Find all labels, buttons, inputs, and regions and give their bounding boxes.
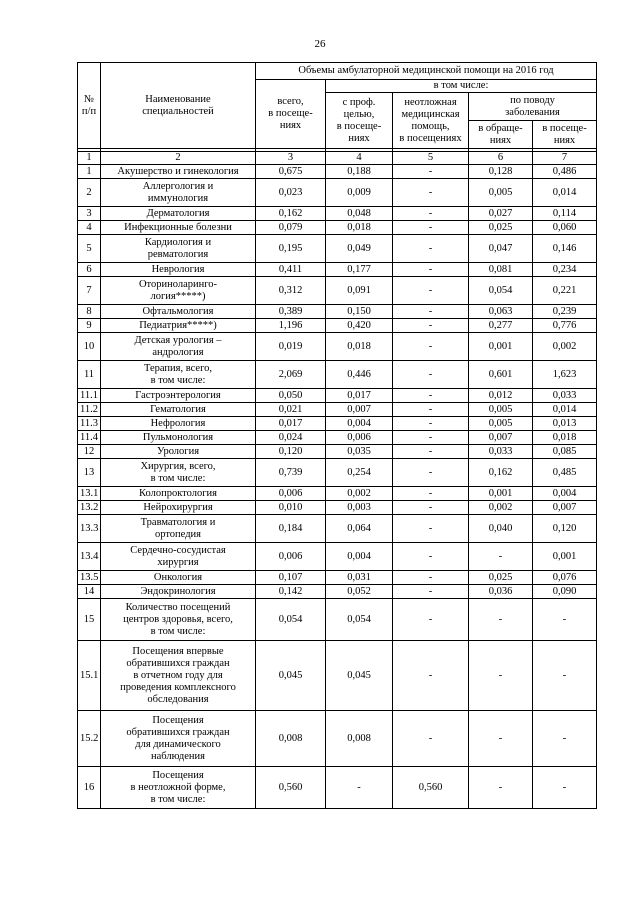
cell-appeal: 0,001 (469, 333, 533, 361)
cell-no: 1 (78, 165, 101, 179)
table-row (78, 599, 597, 641)
cell-visits: 0,002 (533, 333, 597, 361)
cell-prof: 0,052 (326, 585, 393, 599)
header-row-number: № п/п (78, 63, 101, 149)
table-row (78, 571, 597, 585)
cell-total: 0,019 (256, 333, 326, 361)
page-number: 26 (314, 38, 326, 50)
cell-urgent: - (393, 459, 469, 487)
cell-urgent: - (393, 543, 469, 571)
cell-prof: 0,064 (326, 515, 393, 543)
cell-no: 13.3 (78, 515, 101, 543)
cell-name: Количество посещений центров здоровья, всего, в том числе: (101, 599, 256, 641)
cell-appeal: 0,081 (469, 263, 533, 277)
cell-no: 15.2 (78, 711, 101, 767)
cell-total: 0,024 (256, 431, 326, 445)
cell-urgent: - (393, 221, 469, 235)
cell-visits: 0,120 (533, 515, 597, 543)
cell-prof: 0,045 (326, 641, 393, 711)
header-visits: в посеще- ниях (533, 121, 597, 149)
cell-visits: 0,018 (533, 431, 597, 445)
cell-name: Эндокринология (101, 585, 256, 599)
cell-total: 2,069 (256, 361, 326, 389)
cell-appeal: 0,040 (469, 515, 533, 543)
cell-prof: 0,018 (326, 333, 393, 361)
cell-appeal: 0,012 (469, 389, 533, 403)
cell-visits: 0,114 (533, 207, 597, 221)
cell-total: 0,017 (256, 417, 326, 431)
cell-no: 8 (78, 305, 101, 319)
column-number: 7 (533, 152, 597, 165)
column-number: 2 (101, 152, 256, 165)
table-row (78, 445, 597, 459)
table-row (78, 179, 597, 207)
cell-appeal: 0,027 (469, 207, 533, 221)
cell-visits: - (533, 767, 597, 809)
cell-no: 13.2 (78, 501, 101, 515)
cell-prof: 0,254 (326, 459, 393, 487)
table-row (78, 501, 597, 515)
cell-prof: 0,017 (326, 389, 393, 403)
cell-urgent: - (393, 711, 469, 767)
table-row (78, 459, 597, 487)
cell-appeal: - (469, 599, 533, 641)
cell-no: 13.5 (78, 571, 101, 585)
cell-visits: 0,033 (533, 389, 597, 403)
cell-urgent: - (393, 487, 469, 501)
cell-no: 10 (78, 333, 101, 361)
table-row (78, 403, 597, 417)
cell-prof: 0,002 (326, 487, 393, 501)
cell-visits: 0,085 (533, 445, 597, 459)
column-number: 3 (256, 152, 326, 165)
cell-total: 0,054 (256, 599, 326, 641)
cell-appeal: 0,162 (469, 459, 533, 487)
cell-prof: 0,049 (326, 235, 393, 263)
cell-prof: 0,007 (326, 403, 393, 417)
column-number: 4 (326, 152, 393, 165)
cell-total: 1,196 (256, 319, 326, 333)
cell-appeal: - (469, 641, 533, 711)
cell-name: Кардиология и ревматология (101, 235, 256, 263)
cell-name: Неврология (101, 263, 256, 277)
cell-prof: 0,009 (326, 179, 393, 207)
header-disease: по поводу заболевания (469, 93, 597, 121)
cell-total: 0,195 (256, 235, 326, 263)
cell-prof: 0,054 (326, 599, 393, 641)
cell-no: 7 (78, 277, 101, 305)
cell-appeal: 0,005 (469, 417, 533, 431)
cell-prof: 0,446 (326, 361, 393, 389)
cell-name: Нефрология (101, 417, 256, 431)
cell-total: 0,023 (256, 179, 326, 207)
table-row (78, 361, 597, 389)
table-row (78, 389, 597, 403)
column-number: 1 (78, 152, 101, 165)
cell-no: 5 (78, 235, 101, 263)
cell-visits: 0,007 (533, 501, 597, 515)
cell-urgent: - (393, 571, 469, 585)
column-number: 6 (469, 152, 533, 165)
table-row (78, 165, 597, 179)
table-row (78, 319, 597, 333)
cell-no: 11 (78, 361, 101, 389)
cell-urgent: - (393, 165, 469, 179)
header-appeals: в обраще- ниях (469, 121, 533, 149)
table-row (78, 333, 597, 361)
cell-no: 3 (78, 207, 101, 221)
cell-urgent: - (393, 277, 469, 305)
cell-name: Хирургия, всего, в том числе: (101, 459, 256, 487)
cell-appeal: 0,277 (469, 319, 533, 333)
cell-name: Посещения обратившихся граждан для динамического наблюдения (101, 711, 256, 767)
cell-no: 14 (78, 585, 101, 599)
cell-prof: 0,048 (326, 207, 393, 221)
cell-appeal: 0,128 (469, 165, 533, 179)
cell-name: Офтальмология (101, 305, 256, 319)
cell-appeal: - (469, 711, 533, 767)
column-number: 5 (393, 152, 469, 165)
cell-appeal: 0,036 (469, 585, 533, 599)
column-numbers-row (78, 152, 597, 165)
cell-name: Пульмонология (101, 431, 256, 445)
cell-no: 11.4 (78, 431, 101, 445)
cell-visits: 1,623 (533, 361, 597, 389)
cell-visits: 0,014 (533, 179, 597, 207)
cell-name: Нейрохирургия (101, 501, 256, 515)
ambulatory-volume-table (77, 62, 597, 809)
cell-no: 4 (78, 221, 101, 235)
cell-prof: 0,091 (326, 277, 393, 305)
cell-urgent: - (393, 501, 469, 515)
cell-visits: - (533, 641, 597, 711)
cell-urgent: - (393, 585, 469, 599)
cell-name: Посещения в неотложной форме, в том числе: (101, 767, 256, 809)
cell-visits: - (533, 599, 597, 641)
cell-prof: 0,035 (326, 445, 393, 459)
cell-name: Урология (101, 445, 256, 459)
cell-no: 11.2 (78, 403, 101, 417)
cell-total: 0,411 (256, 263, 326, 277)
cell-appeal: 0,001 (469, 487, 533, 501)
cell-appeal: - (469, 543, 533, 571)
cell-urgent: - (393, 515, 469, 543)
table-row (78, 711, 597, 767)
cell-no: 13 (78, 459, 101, 487)
cell-no: 15.1 (78, 641, 101, 711)
cell-name: Акушерство и гинекология (101, 165, 256, 179)
header-main-title: Объемы амбулаторной медицинской помощи на 2016 год (256, 63, 597, 80)
cell-urgent: - (393, 641, 469, 711)
cell-urgent: - (393, 207, 469, 221)
cell-total: 0,050 (256, 389, 326, 403)
cell-prof: 0,008 (326, 711, 393, 767)
cell-total: 0,079 (256, 221, 326, 235)
table-row (78, 641, 597, 711)
cell-urgent: - (393, 403, 469, 417)
cell-visits: 0,239 (533, 305, 597, 319)
cell-name: Гематология (101, 403, 256, 417)
cell-total: 0,675 (256, 165, 326, 179)
cell-visits: 0,234 (533, 263, 597, 277)
cell-name: Дерматология (101, 207, 256, 221)
cell-name: Гастроэнтерология (101, 389, 256, 403)
table-row (78, 487, 597, 501)
cell-no: 9 (78, 319, 101, 333)
cell-name: Аллергология и иммунология (101, 179, 256, 207)
table-row (78, 305, 597, 319)
cell-urgent: - (393, 333, 469, 361)
cell-name: Детская урология – андрология (101, 333, 256, 361)
cell-total: 0,045 (256, 641, 326, 711)
cell-visits: - (533, 711, 597, 767)
cell-prof: 0,177 (326, 263, 393, 277)
cell-prof: 0,018 (326, 221, 393, 235)
cell-urgent: - (393, 235, 469, 263)
cell-visits: 0,014 (533, 403, 597, 417)
header-specialty-name: Наименование специальностей (101, 63, 256, 149)
table-row (78, 515, 597, 543)
cell-visits: 0,076 (533, 571, 597, 585)
cell-visits: 0,060 (533, 221, 597, 235)
cell-total: 0,010 (256, 501, 326, 515)
cell-total: 0,006 (256, 487, 326, 501)
cell-visits: 0,486 (533, 165, 597, 179)
cell-appeal: 0,025 (469, 221, 533, 235)
cell-no: 2 (78, 179, 101, 207)
cell-name: Сердечно-сосудистая хирургия (101, 543, 256, 571)
cell-prof: 0,004 (326, 543, 393, 571)
cell-urgent: - (393, 305, 469, 319)
cell-name: Посещения впервые обратившихся граждан в отчетном году для проведения комплексного обследования (101, 641, 256, 711)
cell-total: 0,006 (256, 543, 326, 571)
cell-appeal: 0,002 (469, 501, 533, 515)
cell-prof: 0,150 (326, 305, 393, 319)
cell-visits: 0,776 (533, 319, 597, 333)
cell-visits: 0,485 (533, 459, 597, 487)
cell-prof: 0,006 (326, 431, 393, 445)
cell-visits: 0,004 (533, 487, 597, 501)
cell-urgent: - (393, 417, 469, 431)
table-row (78, 417, 597, 431)
cell-no: 6 (78, 263, 101, 277)
cell-prof: - (326, 767, 393, 809)
cell-total: 0,560 (256, 767, 326, 809)
cell-prof: 0,004 (326, 417, 393, 431)
cell-urgent: - (393, 319, 469, 333)
cell-no: 16 (78, 767, 101, 809)
header-prophylactic: с проф. целью, в посеще- ниях (326, 93, 393, 149)
table-row (78, 585, 597, 599)
cell-visits: 0,221 (533, 277, 597, 305)
cell-urgent: - (393, 445, 469, 459)
table-body (78, 165, 597, 809)
table-row (78, 431, 597, 445)
cell-appeal: 0,033 (469, 445, 533, 459)
cell-no: 13.4 (78, 543, 101, 571)
cell-visits: 0,146 (533, 235, 597, 263)
cell-name: Оториноларинго- логия*****) (101, 277, 256, 305)
cell-name: Педиатрия*****) (101, 319, 256, 333)
table-row (78, 543, 597, 571)
table-row (78, 207, 597, 221)
cell-total: 0,142 (256, 585, 326, 599)
cell-visits: 0,001 (533, 543, 597, 571)
cell-urgent: - (393, 179, 469, 207)
cell-urgent: 0,560 (393, 767, 469, 809)
cell-total: 0,312 (256, 277, 326, 305)
table-row (78, 221, 597, 235)
cell-name: Колопроктология (101, 487, 256, 501)
cell-name: Инфекционные болезни (101, 221, 256, 235)
cell-appeal: 0,005 (469, 403, 533, 417)
cell-total: 0,184 (256, 515, 326, 543)
cell-visits: 0,013 (533, 417, 597, 431)
header-urgent-care: неотложная медицинская помощь, в посещениях (393, 93, 469, 149)
cell-no: 12 (78, 445, 101, 459)
cell-prof: 0,003 (326, 501, 393, 515)
cell-no: 11.1 (78, 389, 101, 403)
cell-total: 0,107 (256, 571, 326, 585)
table-row (78, 263, 597, 277)
cell-appeal: - (469, 767, 533, 809)
cell-appeal: 0,005 (469, 179, 533, 207)
cell-no: 13.1 (78, 487, 101, 501)
cell-name: Онкология (101, 571, 256, 585)
cell-appeal: 0,047 (469, 235, 533, 263)
cell-prof: 0,188 (326, 165, 393, 179)
header-in-that-number: в том числе: (326, 80, 597, 93)
cell-no: 15 (78, 599, 101, 641)
cell-total: 0,008 (256, 711, 326, 767)
cell-urgent: - (393, 431, 469, 445)
cell-urgent: - (393, 389, 469, 403)
cell-appeal: 0,054 (469, 277, 533, 305)
cell-prof: 0,031 (326, 571, 393, 585)
header-total-visits: всего, в посеще- ниях (256, 80, 326, 149)
cell-name: Травматология и ортопедия (101, 515, 256, 543)
cell-name: Терапия, всего, в том числе: (101, 361, 256, 389)
cell-no: 11.3 (78, 417, 101, 431)
cell-total: 0,120 (256, 445, 326, 459)
cell-appeal: 0,601 (469, 361, 533, 389)
cell-appeal: 0,025 (469, 571, 533, 585)
cell-urgent: - (393, 263, 469, 277)
table-row (78, 277, 597, 305)
table-row (78, 767, 597, 809)
cell-total: 0,021 (256, 403, 326, 417)
cell-total: 0,162 (256, 207, 326, 221)
cell-urgent: - (393, 361, 469, 389)
cell-urgent: - (393, 599, 469, 641)
cell-total: 0,739 (256, 459, 326, 487)
cell-appeal: 0,007 (469, 431, 533, 445)
cell-visits: 0,090 (533, 585, 597, 599)
cell-total: 0,389 (256, 305, 326, 319)
table-row (78, 235, 597, 263)
cell-appeal: 0,063 (469, 305, 533, 319)
cell-prof: 0,420 (326, 319, 393, 333)
